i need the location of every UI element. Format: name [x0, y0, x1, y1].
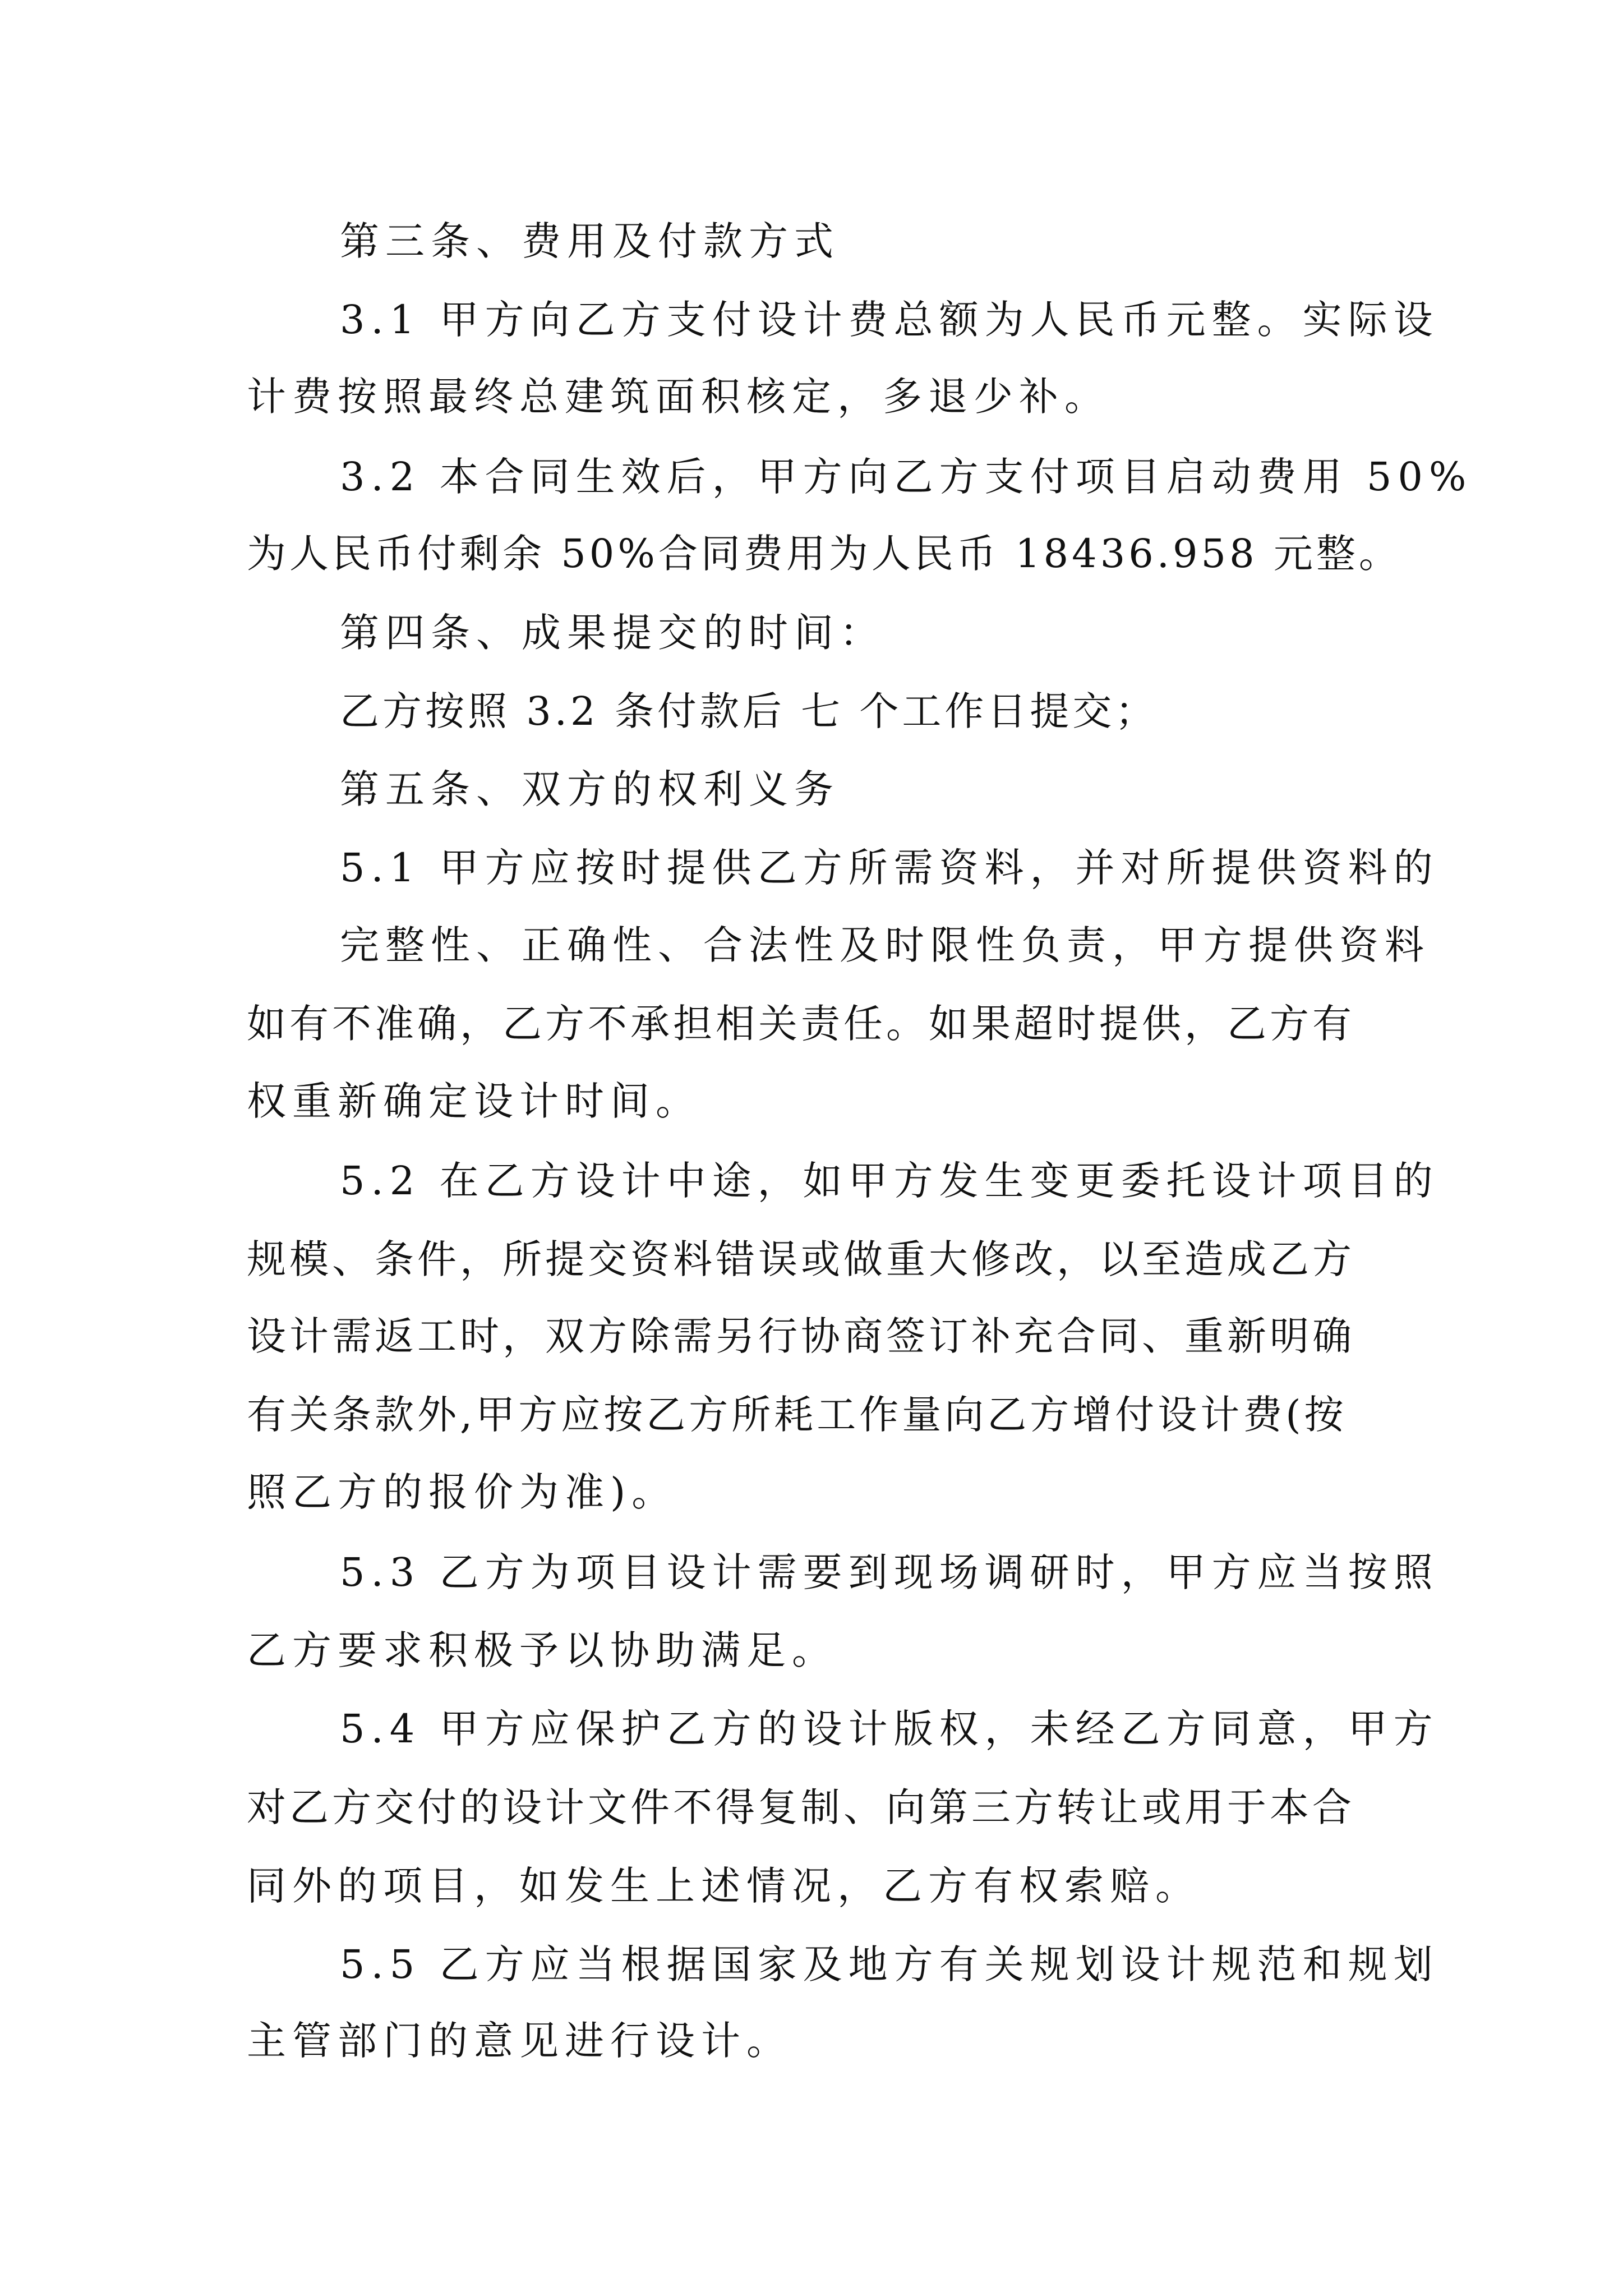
clause-5-1-line-3: 如有不准确，乙方不承担相关责任。如果超时提供，乙方有 — [247, 1001, 1355, 1047]
clause-5-4-line-1: 5.4 甲方应保护乙方的设计版权，未经乙方同意，甲方 — [340, 1706, 1439, 1752]
article-4-heading: 第四条、成果提交的时间： — [340, 610, 885, 656]
clause-5-2-line-5: 照乙方的报价为准)。 — [247, 1469, 677, 1515]
clause-5-1-line-4: 权重新确定设计时间。 — [247, 1078, 701, 1124]
clause-5-4-line-2: 对乙方交付的设计文件不得复制、向第三方转让或用于本合 — [247, 1784, 1355, 1830]
clause-5-3-line-2: 乙方要求积极予以协助满足。 — [247, 1627, 837, 1673]
clause-5-2-line-3: 设计需返工时，双方除需另行协商签订补充合同、重新明确 — [247, 1313, 1355, 1359]
clause-5-4-line-3: 同外的项目，如发生上述情况，乙方有权索赔。 — [247, 1863, 1201, 1909]
clause-3-2-line-2: 为人民币付剩余 50%合同费用为人民币 18436.958 元整。 — [247, 531, 1401, 577]
clause-5-3-line-1: 5.3 乙方为项目设计需要到现场调研时，甲方应当按照 — [340, 1549, 1439, 1595]
clause-5-5-line-2: 主管部门的意见进行设计。 — [247, 2018, 792, 2064]
clause-5-2-line-1: 5.2 在乙方设计中途，如甲方发生变更委托设计项目的 — [340, 1158, 1439, 1204]
clause-5-5-line-1: 5.5 乙方应当根据国家及地方有关规划设计规范和规划 — [340, 1941, 1439, 1987]
clause-3-2-line-1: 3.2 本合同生效后，甲方向乙方支付项目启动费用 50% — [340, 454, 1473, 500]
clause-5-2-line-4: 有关条款外,甲方应按乙方所耗工作量向乙方增付设计费(按 — [247, 1392, 1347, 1438]
clause-3-1-line-2: 计费按照最终总建筑面积核定，多退少补。 — [247, 374, 1110, 420]
clause-5-1-line-1: 5.1 甲方应按时提供乙方所需资料，并对所提供资料的 — [340, 845, 1439, 891]
article-4-body: 乙方按照 3.2 条付款后 七 个工作日提交； — [340, 688, 1158, 734]
article-3-heading: 第三条、费用及付款方式 — [340, 218, 840, 264]
clause-5-1-line-2: 完整性、正确性、合法性及时限性负责，甲方提供资料 — [340, 922, 1430, 968]
article-5-heading: 第五条、双方的权利义务 — [340, 766, 840, 812]
clause-5-2-line-2: 规模、条件，所提交资料错误或做重大修改，以至造成乙方 — [247, 1236, 1355, 1282]
clause-3-1-line-1: 3.1 甲方向乙方支付设计费总额为人民币元整。实际设 — [340, 297, 1439, 343]
